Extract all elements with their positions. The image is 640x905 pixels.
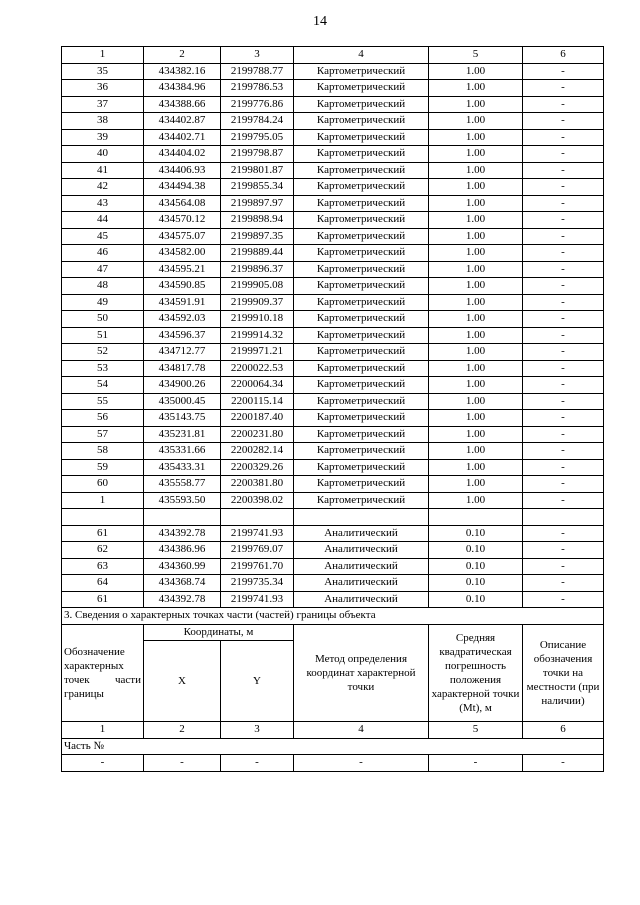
table-cell: 1.00 [429, 476, 523, 493]
table-cell: 60 [62, 476, 144, 493]
table-cell: 36 [62, 80, 144, 97]
table-row [62, 113, 604, 130]
table-cell: 0.10 [429, 591, 523, 608]
table-cell: 1.00 [429, 344, 523, 361]
table-cell: Картометрический [294, 212, 429, 229]
table-cell: Аналитический [294, 558, 429, 575]
table-cell: Картометрический [294, 80, 429, 97]
table-cell: 435143.75 [144, 410, 221, 427]
table-cell: - [523, 426, 604, 443]
table-cell: 435331.66 [144, 443, 221, 460]
table-cell: - [523, 591, 604, 608]
header-x: X [144, 641, 221, 722]
table-cell: 1.00 [429, 80, 523, 97]
table-cell: 0.10 [429, 558, 523, 575]
table-row [62, 278, 604, 295]
table-cell: 1.00 [429, 113, 523, 130]
table-cell: 59 [62, 459, 144, 476]
table-cell: 434575.07 [144, 228, 221, 245]
table-cell: 2199741.93 [221, 591, 294, 608]
section3-column-number-row: 1 2 3 4 5 6 [62, 722, 604, 739]
table-cell: Картометрический [294, 245, 429, 262]
table-cell: - [523, 327, 604, 344]
table-cell: 52 [62, 344, 144, 361]
table-cell: 434392.78 [144, 525, 221, 542]
table-cell: 2199914.32 [221, 327, 294, 344]
table-cell: Картометрический [294, 410, 429, 427]
table-cell: - [523, 410, 604, 427]
table-cell: 1.00 [429, 212, 523, 229]
table-cell: - [523, 575, 604, 592]
table-cell: - [523, 96, 604, 113]
header-error: Средняя квадратическая погрешность положения характерной точки (Mt), м [429, 624, 523, 722]
table-cell: 1.00 [429, 146, 523, 163]
table-cell: 1.00 [429, 294, 523, 311]
table-row [62, 96, 604, 113]
table-cell: 2199795.05 [221, 129, 294, 146]
table-cell: 434592.03 [144, 311, 221, 328]
table-cell: 1.00 [429, 327, 523, 344]
table-cell: 2200022.53 [221, 360, 294, 377]
table-cell: - [523, 80, 604, 97]
table-cell: 2200329.26 [221, 459, 294, 476]
part-number-row [62, 738, 604, 755]
table-cell: 2199801.87 [221, 162, 294, 179]
header-description: Описание обозначения точки на местности (при наличии) [523, 624, 604, 722]
header-coordinates: Координаты, м [144, 624, 294, 641]
table-cell: 1.00 [429, 377, 523, 394]
table-cell: - [523, 245, 604, 262]
table-cell: 2199905.08 [221, 278, 294, 295]
table-row [62, 80, 604, 97]
table-cell: - [523, 377, 604, 394]
table-cell: 44 [62, 212, 144, 229]
colnum-2: 2 [144, 47, 221, 64]
table-cell: Картометрический [294, 228, 429, 245]
table-cell: Картометрический [294, 96, 429, 113]
table-cell: 1.00 [429, 129, 523, 146]
section3-header-row-1 [62, 624, 604, 641]
table-cell: Аналитический [294, 591, 429, 608]
colnum-6: 6 [523, 47, 604, 64]
table-cell: - [523, 278, 604, 295]
table-cell: 54 [62, 377, 144, 394]
table-row [62, 245, 604, 262]
table-cell: 2199898.94 [221, 212, 294, 229]
table-cell: 53 [62, 360, 144, 377]
table-cell: 2199769.07 [221, 542, 294, 559]
table-cell: 435593.50 [144, 492, 221, 509]
table-cell: 434404.02 [144, 146, 221, 163]
table-cell: 1.00 [429, 492, 523, 509]
table-cell: - [523, 443, 604, 460]
table-cell: 1.00 [429, 311, 523, 328]
header-y: Y [221, 641, 294, 722]
table-cell: 2199910.18 [221, 311, 294, 328]
table-cell: 2200231.80 [221, 426, 294, 443]
table-cell: 1.00 [429, 426, 523, 443]
table-cell: 434392.78 [144, 591, 221, 608]
table-cell: - [523, 542, 604, 559]
table-cell: 35 [62, 63, 144, 80]
table-cell: Картометрический [294, 195, 429, 212]
table-cell: 0.10 [429, 575, 523, 592]
table-row [62, 377, 604, 394]
table-cell: - [523, 113, 604, 130]
table-cell: Картометрический [294, 63, 429, 80]
dash-row: - - - - - - [62, 755, 604, 772]
table-cell: 50 [62, 311, 144, 328]
table-cell: 46 [62, 245, 144, 262]
table-cell: 1.00 [429, 179, 523, 196]
table-row [62, 344, 604, 361]
table-cell: 434386.96 [144, 542, 221, 559]
table-row [62, 261, 604, 278]
table-cell: Картометрический [294, 113, 429, 130]
table-row [62, 360, 604, 377]
table-row [62, 525, 604, 542]
table-row [62, 558, 604, 575]
table-cell: 2199855.34 [221, 179, 294, 196]
table-row [62, 591, 604, 608]
table-cell: Картометрический [294, 344, 429, 361]
table-cell: 434595.21 [144, 261, 221, 278]
table-cell: Аналитический [294, 575, 429, 592]
table-cell: 2200064.34 [221, 377, 294, 394]
table-cell: 2199786.53 [221, 80, 294, 97]
table-cell: 49 [62, 294, 144, 311]
table-cell: 2199784.24 [221, 113, 294, 130]
table-cell: - [523, 360, 604, 377]
table-cell: 1.00 [429, 278, 523, 295]
table-cell: 1.00 [429, 228, 523, 245]
table-cell: 0.10 [429, 525, 523, 542]
table-cell: 2199897.35 [221, 228, 294, 245]
colnum-5: 5 [429, 47, 523, 64]
table-cell: Аналитический [294, 525, 429, 542]
table-cell: Картометрический [294, 443, 429, 460]
table-cell: 2199971.21 [221, 344, 294, 361]
table-cell: 434360.99 [144, 558, 221, 575]
table-cell: Аналитический [294, 542, 429, 559]
table-row [62, 393, 604, 410]
table-cell: - [523, 179, 604, 196]
colnum-4: 4 [294, 47, 429, 64]
table-cell: 1.00 [429, 162, 523, 179]
table-cell: 2199798.87 [221, 146, 294, 163]
table-cell: Картометрический [294, 179, 429, 196]
table-cell: 2200398.02 [221, 492, 294, 509]
table-cell: 1.00 [429, 443, 523, 460]
table-cell: 55 [62, 393, 144, 410]
table-cell: - [523, 476, 604, 493]
section3-title: 3. Сведения о характерных точках части (частей) границы объекта [62, 608, 604, 625]
table-cell: 63 [62, 558, 144, 575]
table-cell: 61 [62, 591, 144, 608]
table-cell: - [523, 525, 604, 542]
table-cell: - [523, 146, 604, 163]
table-cell: - [523, 492, 604, 509]
table-row [62, 146, 604, 163]
page-number: 14 [313, 14, 327, 29]
table-row [62, 443, 604, 460]
table-row [62, 63, 604, 80]
table-row [62, 426, 604, 443]
section3-title-row [62, 608, 604, 625]
table-cell: 2200381.80 [221, 476, 294, 493]
table-cell: Картометрический [294, 476, 429, 493]
table-cell: - [523, 228, 604, 245]
table-cell: 434817.78 [144, 360, 221, 377]
table-row [62, 410, 604, 427]
table-cell: - [523, 344, 604, 361]
table-cell: 434582.00 [144, 245, 221, 262]
table-cell: - [523, 294, 604, 311]
table-cell: 2199735.34 [221, 575, 294, 592]
table-cell: 56 [62, 410, 144, 427]
table-row [62, 195, 604, 212]
table-row [62, 459, 604, 476]
table-cell: 2199776.86 [221, 96, 294, 113]
table-cell: 1 [62, 492, 144, 509]
table-cell: 1.00 [429, 360, 523, 377]
header-method: Метод определения координат характерной точки [294, 624, 429, 722]
table-cell: Картометрический [294, 426, 429, 443]
table-cell: 2200282.14 [221, 443, 294, 460]
table-cell: Картометрический [294, 360, 429, 377]
table-cell: 434570.12 [144, 212, 221, 229]
table-cell: 2199909.37 [221, 294, 294, 311]
table-cell: 2199897.97 [221, 195, 294, 212]
table-cell: 38 [62, 113, 144, 130]
table-row [62, 129, 604, 146]
table-cell: 43 [62, 195, 144, 212]
table-cell: 1.00 [429, 393, 523, 410]
colnum-1: 1 [62, 47, 144, 64]
table-cell: 2199761.70 [221, 558, 294, 575]
table-cell: Картометрический [294, 146, 429, 163]
table-row [62, 476, 604, 493]
table-cell: 434564.08 [144, 195, 221, 212]
table-cell: 434494.38 [144, 179, 221, 196]
table-cell: 1.00 [429, 261, 523, 278]
table-cell: 45 [62, 228, 144, 245]
coordinates-table [61, 46, 604, 772]
table-cell: - [523, 195, 604, 212]
table-cell: 435433.31 [144, 459, 221, 476]
table-row [62, 294, 604, 311]
table-cell: 1.00 [429, 245, 523, 262]
table-cell: 37 [62, 96, 144, 113]
table-cell: 434406.93 [144, 162, 221, 179]
table-cell: 39 [62, 129, 144, 146]
table-cell: 1.00 [429, 63, 523, 80]
table-cell: 58 [62, 443, 144, 460]
table-cell: Картометрический [294, 278, 429, 295]
table-cell: 434900.26 [144, 377, 221, 394]
table-cell: Картометрический [294, 492, 429, 509]
table-cell: 48 [62, 278, 144, 295]
table-cell: 434590.85 [144, 278, 221, 295]
table-cell: 435000.45 [144, 393, 221, 410]
table-cell: 1.00 [429, 410, 523, 427]
table-cell: 2200115.14 [221, 393, 294, 410]
table-cell: 434388.66 [144, 96, 221, 113]
header-point-designation: Обозначение характерных точек части границы [62, 624, 144, 722]
table-row [62, 212, 604, 229]
table-cell: 62 [62, 542, 144, 559]
table-row [62, 542, 604, 559]
table-cell: 42 [62, 179, 144, 196]
table-cell: Картометрический [294, 377, 429, 394]
table-cell: - [523, 311, 604, 328]
table-cell: - [523, 459, 604, 476]
table-cell: 2199889.44 [221, 245, 294, 262]
table-cell: 434591.91 [144, 294, 221, 311]
table-cell: 2199896.37 [221, 261, 294, 278]
table-cell: 435231.81 [144, 426, 221, 443]
part-number-label: Часть № [62, 738, 604, 755]
table-cell: - [523, 162, 604, 179]
table-cell: Картометрический [294, 261, 429, 278]
table-cell: - [523, 63, 604, 80]
table-cell: 47 [62, 261, 144, 278]
table-cell: 434712.77 [144, 344, 221, 361]
table-cell: 1.00 [429, 96, 523, 113]
table-cell: 2199788.77 [221, 63, 294, 80]
colnum-3: 3 [221, 47, 294, 64]
table-cell: Картометрический [294, 129, 429, 146]
table-row [62, 492, 604, 509]
table-cell: 2199741.93 [221, 525, 294, 542]
table-cell: - [523, 129, 604, 146]
empty-row [62, 509, 604, 526]
table-row [62, 327, 604, 344]
table-cell: 64 [62, 575, 144, 592]
table-cell: - [523, 393, 604, 410]
table-cell: Картометрический [294, 162, 429, 179]
table-cell: 434402.87 [144, 113, 221, 130]
table-cell: 434596.37 [144, 327, 221, 344]
table-cell: 61 [62, 525, 144, 542]
table-cell: 434382.16 [144, 63, 221, 80]
table-row [62, 311, 604, 328]
column-number-row [62, 47, 604, 64]
table-cell: 434368.74 [144, 575, 221, 592]
table-cell: 434384.96 [144, 80, 221, 97]
table-cell: 41 [62, 162, 144, 179]
table-cell: - [523, 261, 604, 278]
table-cell: 51 [62, 327, 144, 344]
table-cell: Картометрический [294, 294, 429, 311]
table-row [62, 228, 604, 245]
table-row [62, 179, 604, 196]
table-row [62, 575, 604, 592]
table-cell: Картометрический [294, 459, 429, 476]
table-cell: Картометрический [294, 327, 429, 344]
table-cell: 57 [62, 426, 144, 443]
table-cell: 0.10 [429, 542, 523, 559]
table-cell: 435558.77 [144, 476, 221, 493]
table-cell: Картометрический [294, 393, 429, 410]
table-row [62, 162, 604, 179]
table-cell: 434402.71 [144, 129, 221, 146]
table-cell: - [523, 212, 604, 229]
table-cell: 40 [62, 146, 144, 163]
table-cell: 1.00 [429, 459, 523, 476]
table-cell: Картометрический [294, 311, 429, 328]
table-cell: - [523, 558, 604, 575]
table-cell: 1.00 [429, 195, 523, 212]
table-cell: 2200187.40 [221, 410, 294, 427]
